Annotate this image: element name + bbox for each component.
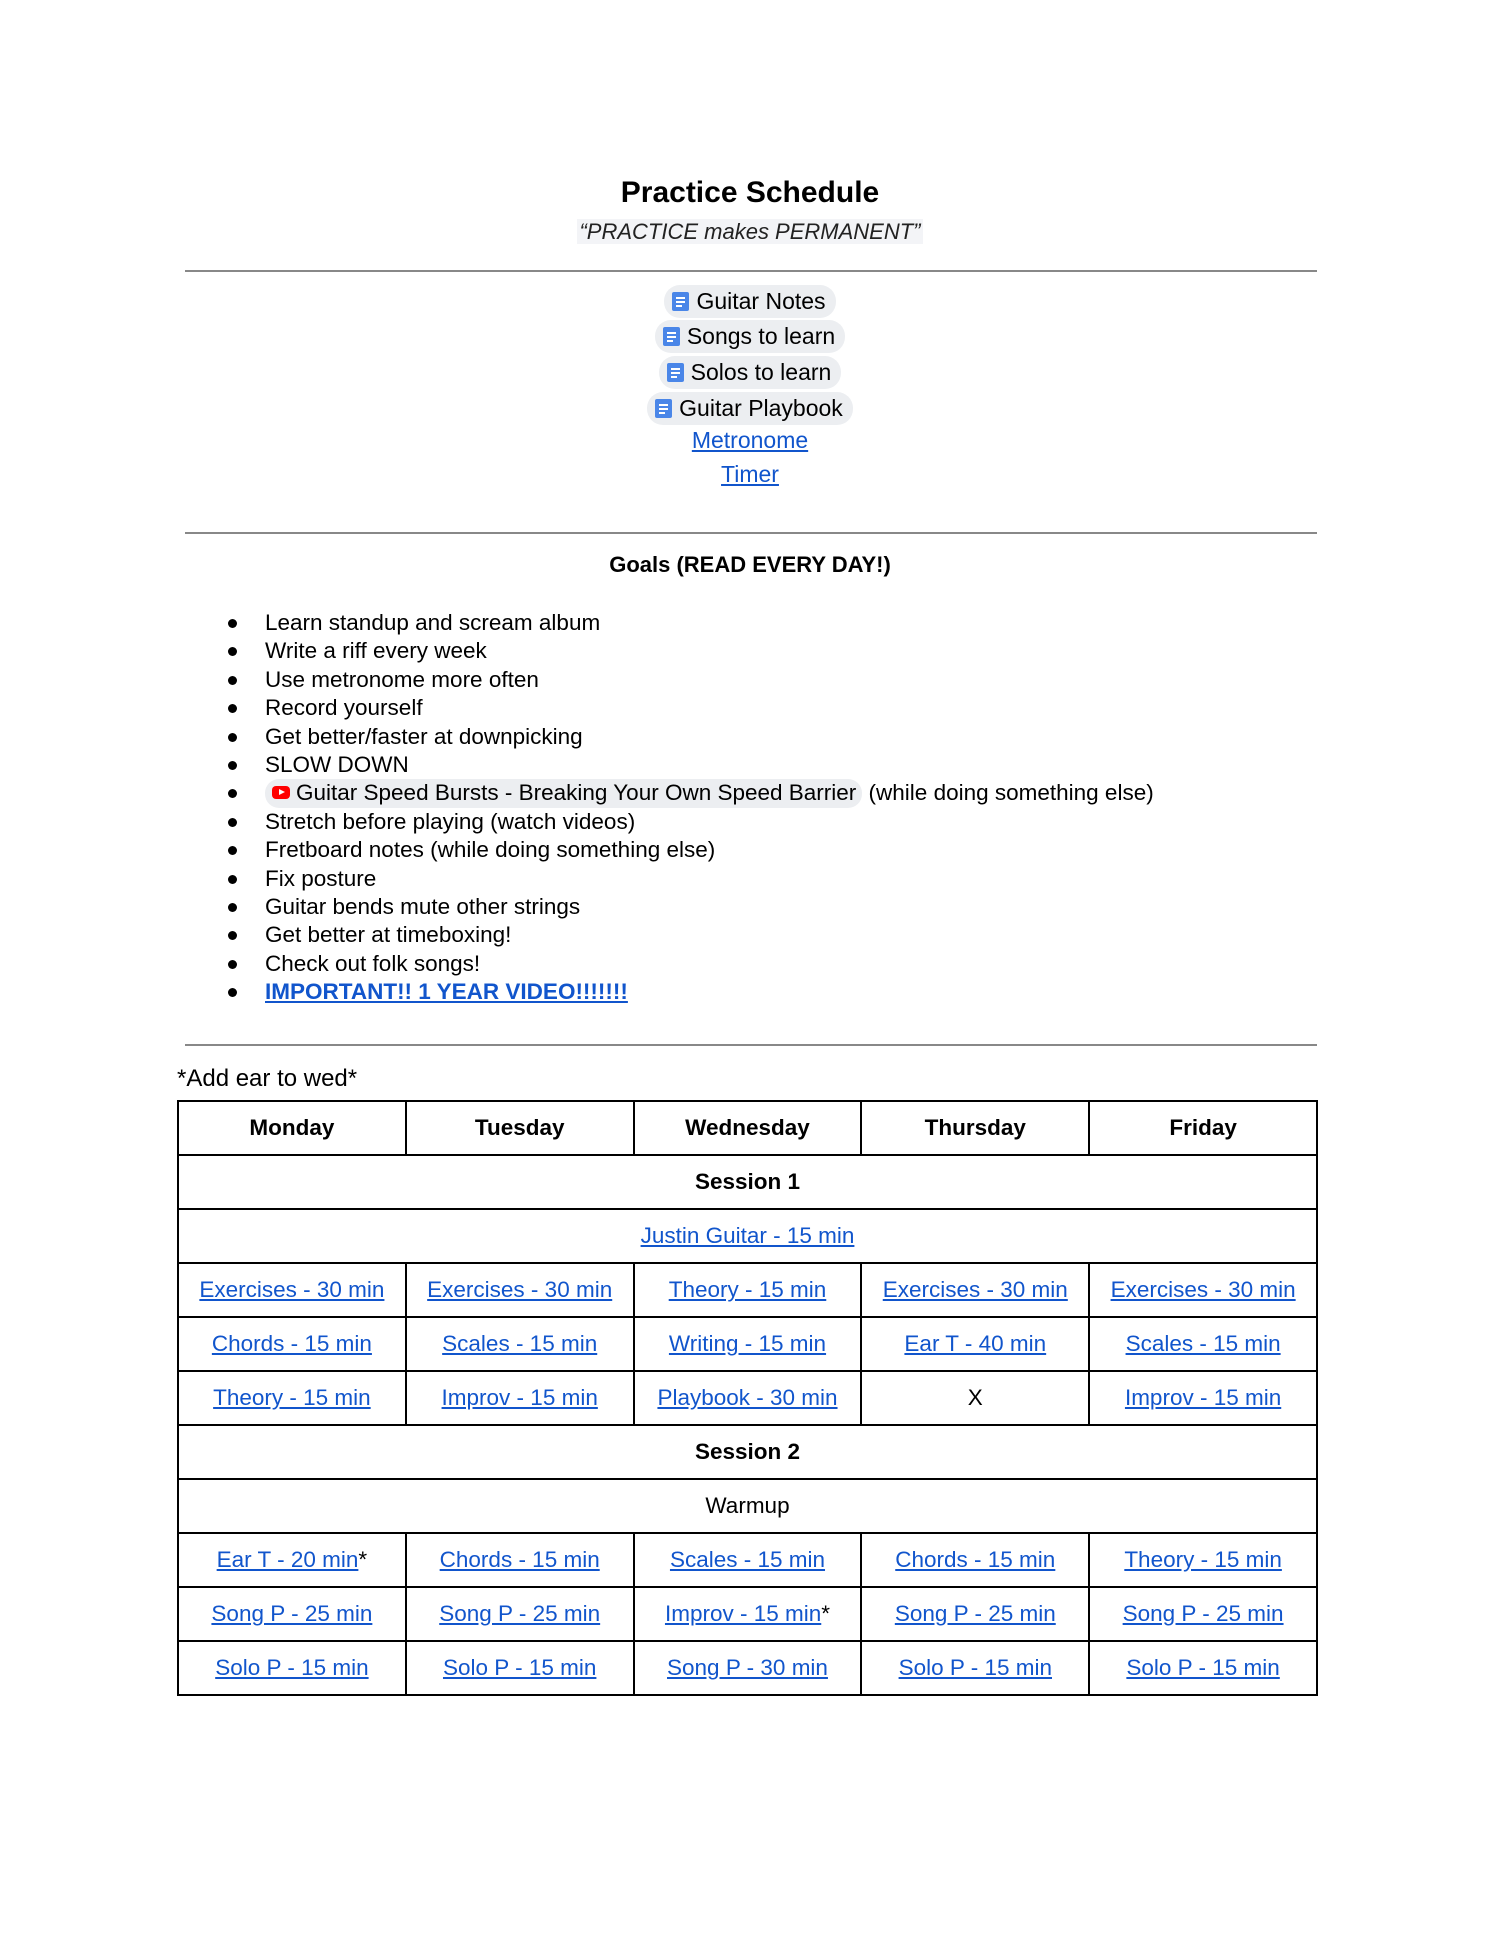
cell-link[interactable]: Song P - 25 min [439, 1601, 601, 1626]
page-subtitle [0, 219, 1500, 245]
bullet-icon [228, 818, 237, 827]
cell-asterisk: * [358, 1547, 368, 1572]
cell-link[interactable]: Theory - 15 min [1124, 1547, 1282, 1572]
goal-text: Fix posture [265, 865, 377, 891]
schedule-cell [406, 1587, 634, 1641]
day-header-friday: Friday [1089, 1101, 1317, 1155]
divider [185, 270, 1317, 272]
schedule-cell [406, 1371, 634, 1425]
schedule-cell [634, 1533, 862, 1587]
cell-link[interactable]: Scales - 15 min [1125, 1331, 1281, 1356]
goal-item [228, 694, 1154, 722]
goal-text: Guitar bends mute other strings [265, 893, 581, 919]
schedule-cell [1089, 1317, 1317, 1371]
goal-text: Fretboard notes (while doing something else) [265, 837, 716, 863]
schedule-cell [1089, 1371, 1317, 1425]
cell-link[interactable]: Playbook - 30 min [657, 1385, 838, 1410]
table-row [178, 1587, 1317, 1641]
bullet-icon [228, 704, 237, 713]
table-row [178, 1641, 1317, 1695]
bullet-icon [228, 846, 237, 855]
cell-link[interactable]: Scales - 15 min [669, 1547, 826, 1572]
schedule-cell [634, 1371, 862, 1425]
goal-item [228, 723, 1154, 751]
timer-link[interactable]: Timer [721, 461, 779, 487]
cell-link[interactable]: Ear T - 40 min [904, 1331, 1047, 1356]
bullet-icon [228, 875, 237, 884]
goal-text: Get better at timeboxing! [265, 922, 512, 948]
table-row [178, 1155, 1317, 1209]
youtube-icon [272, 786, 290, 799]
chip-row [0, 285, 1500, 318]
goals-list [228, 609, 1154, 1006]
schedule-cell [634, 1317, 862, 1371]
schedule-cell [406, 1317, 634, 1371]
doc-icon [663, 327, 680, 346]
goal-text: SLOW DOWN [265, 751, 409, 777]
schedule-cell [861, 1641, 1089, 1695]
cell-asterisk: * [821, 1601, 831, 1626]
doc-chip-link[interactable] [664, 285, 835, 318]
important-video-link[interactable]: IMPORTANT!! 1 YEAR VIDEO!!!!!!! [265, 979, 628, 1005]
cell-link[interactable]: Theory - 15 min [668, 1277, 827, 1302]
schedule-cell [178, 1641, 406, 1695]
doc-chip-link[interactable] [655, 320, 845, 353]
cell-link[interactable]: Improv - 15 min [1124, 1385, 1282, 1410]
cell-text: Session 1 [694, 1169, 801, 1194]
goal-item [228, 978, 1154, 1006]
goal-item [228, 808, 1154, 836]
schedule-cell [861, 1263, 1089, 1317]
schedule-cell [178, 1317, 406, 1371]
cell-link[interactable]: Scales - 15 min [442, 1331, 598, 1356]
goal-item [228, 836, 1154, 864]
bullet-icon [228, 676, 237, 685]
cell-link[interactable]: Solo P - 15 min [898, 1655, 1052, 1680]
chip-label: Guitar Notes [696, 288, 826, 314]
schedule-cell [1089, 1641, 1317, 1695]
goal-suffix: (while doing something else) [862, 780, 1154, 806]
cell-text: X [967, 1385, 983, 1410]
goal-item [228, 921, 1154, 949]
cell-text: Warmup [705, 1493, 790, 1518]
cell-link[interactable]: Chords - 15 min [211, 1331, 372, 1356]
schedule-cell [861, 1371, 1089, 1425]
cell-link[interactable]: Theory - 15 min [213, 1385, 371, 1410]
schedule-cell [861, 1533, 1089, 1587]
doc-icon [672, 292, 689, 311]
cell-link[interactable]: Justin Guitar - 15 min [640, 1223, 855, 1248]
span-cell [178, 1209, 1317, 1263]
youtube-chip-link[interactable] [265, 779, 862, 807]
doc-icon [667, 363, 684, 382]
cell-link[interactable]: Ear T - 20 min [216, 1547, 359, 1572]
table-row [178, 1533, 1317, 1587]
day-header-thursday: Thursday [861, 1101, 1089, 1155]
table-row [178, 1209, 1317, 1263]
cell-link[interactable]: Chords - 15 min [895, 1547, 1056, 1572]
day-header-tuesday: Tuesday [406, 1101, 634, 1155]
schedule-cell [634, 1641, 862, 1695]
note-text: *Add ear to wed* [177, 1065, 358, 1092]
table-header-row [178, 1101, 1317, 1155]
goal-text: Learn standup and scream album [265, 610, 601, 635]
schedule-cell [178, 1371, 406, 1425]
doc-chip-link[interactable] [647, 392, 853, 425]
divider [185, 532, 1317, 534]
schedule-cell [634, 1587, 862, 1641]
goal-item [228, 865, 1154, 893]
cell-link[interactable]: Exercises - 30 min [882, 1277, 1068, 1302]
cell-link[interactable]: Song P - 25 min [894, 1601, 1056, 1626]
table-row [178, 1425, 1317, 1479]
doc-chip-link[interactable] [659, 356, 842, 389]
schedule-cell [406, 1533, 634, 1587]
span-cell [178, 1479, 1317, 1533]
bullet-icon [228, 789, 237, 798]
table-row [178, 1479, 1317, 1533]
goal-item [228, 637, 1154, 665]
bullet-icon [228, 960, 237, 969]
bullet-icon [228, 988, 237, 997]
goal-item [228, 893, 1154, 921]
schedule-table [177, 1100, 1318, 1696]
schedule-cell [406, 1263, 634, 1317]
schedule-cell [406, 1641, 634, 1695]
cell-link[interactable]: Solo P - 15 min [215, 1655, 369, 1680]
cell-link[interactable]: Song P - 25 min [211, 1601, 373, 1626]
goal-item [228, 950, 1154, 978]
cell-link[interactable]: Writing - 15 min [668, 1331, 827, 1356]
goal-text: Check out folk songs! [265, 950, 481, 976]
cell-link[interactable]: Solo P - 15 min [442, 1655, 597, 1680]
bullet-icon [228, 647, 237, 656]
cell-link[interactable]: Song P - 30 min [667, 1655, 828, 1680]
goal-text: Get better/faster at downpicking [265, 723, 583, 749]
cell-link[interactable]: Improv - 15 min [441, 1385, 598, 1410]
metronome-link[interactable]: Metronome [691, 427, 809, 453]
cell-link[interactable]: Chords - 15 min [439, 1547, 600, 1572]
schedule-cell [1089, 1533, 1317, 1587]
goal-item [228, 609, 1154, 637]
cell-link[interactable]: Exercises - 30 min [1110, 1277, 1296, 1302]
schedule-cell [178, 1533, 406, 1587]
day-header-wednesday: Wednesday [634, 1101, 862, 1155]
goal-text: Record yourself [265, 695, 423, 721]
goal-text: Write a riff every week [265, 638, 487, 664]
schedule-cell [861, 1587, 1089, 1641]
goal-item [228, 666, 1154, 694]
bullet-icon [228, 733, 237, 742]
chip-row [0, 320, 1500, 353]
cell-link[interactable]: Exercises - 30 min [199, 1277, 385, 1302]
cell-text: Session 2 [694, 1439, 801, 1464]
schedule-cell [634, 1263, 862, 1317]
chip-label: Guitar Playbook [679, 395, 843, 421]
schedule-cell [1089, 1587, 1317, 1641]
chip-label: Solos to learn [690, 359, 832, 385]
table-row [178, 1317, 1317, 1371]
youtube-title: Guitar Speed Bursts - Breaking Your Own Speed Barrier [296, 780, 857, 806]
goal-text: Stretch before playing (watch videos) [265, 808, 636, 834]
cell-link[interactable]: Exercises - 30 min [427, 1277, 613, 1302]
bullet-icon [228, 903, 237, 912]
span-cell [178, 1155, 1317, 1209]
goals-heading: Goals (READ EVERY DAY!) [609, 552, 891, 577]
bullet-icon [228, 761, 237, 770]
schedule-cell [178, 1263, 406, 1317]
cell-link[interactable]: Song P - 25 min [1122, 1601, 1284, 1626]
chip-row [0, 392, 1500, 425]
cell-link[interactable]: Improv - 15 min [664, 1601, 822, 1626]
page-title: Practice Schedule [620, 176, 880, 209]
span-cell [178, 1425, 1317, 1479]
goal-text: Use metronome more often [265, 666, 539, 692]
table-row [178, 1371, 1317, 1425]
schedule-cell [178, 1587, 406, 1641]
chip-label: Songs to learn [686, 323, 836, 349]
schedule-cell [1089, 1263, 1317, 1317]
goal-item [228, 779, 1154, 807]
cell-link[interactable]: Solo P - 15 min [1126, 1655, 1280, 1680]
doc-icon [655, 399, 672, 418]
bullet-icon [228, 619, 237, 628]
divider [185, 1044, 1317, 1046]
schedule-cell [861, 1317, 1089, 1371]
chip-row [0, 356, 1500, 389]
goal-item [228, 751, 1154, 779]
subtitle-text: “PRACTICE makes PERMANENT” [579, 219, 921, 244]
table-row [178, 1263, 1317, 1317]
day-header-monday: Monday [178, 1101, 406, 1155]
bullet-icon [228, 931, 237, 940]
